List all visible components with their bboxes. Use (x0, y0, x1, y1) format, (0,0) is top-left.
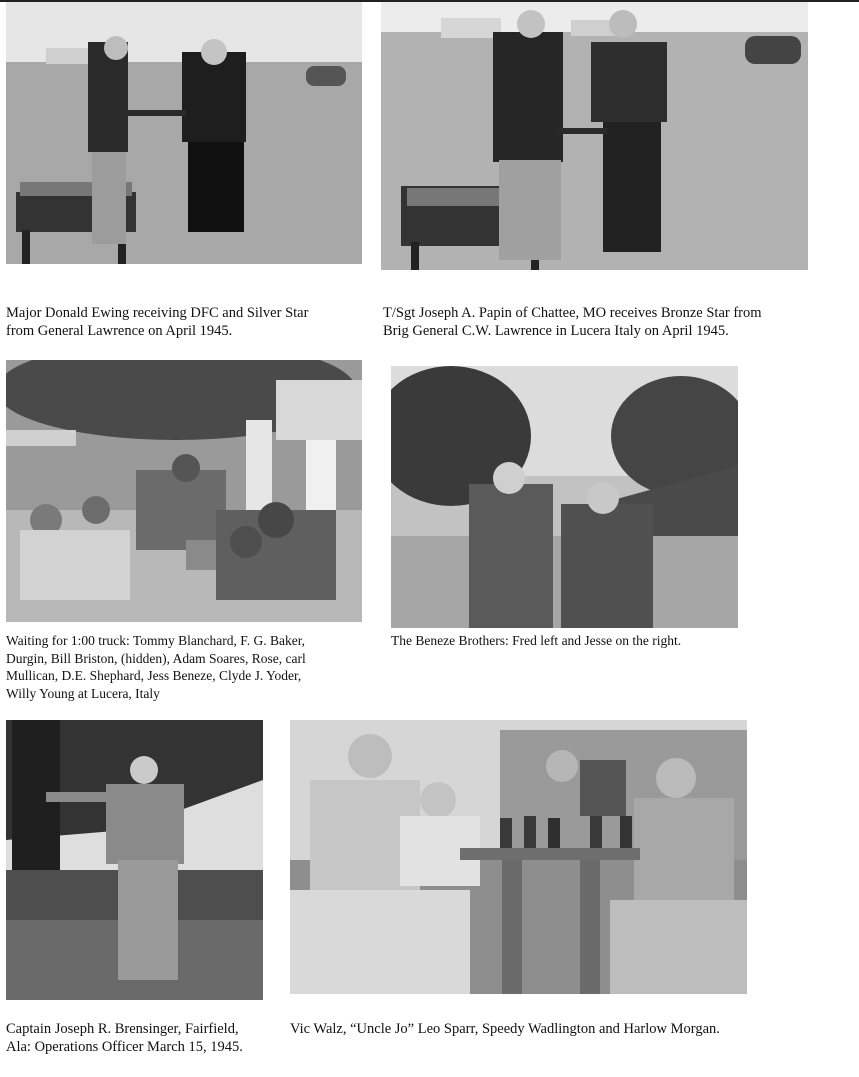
photo-papin-ceremony (381, 2, 808, 270)
photo-waiting-for-truck (6, 360, 362, 622)
photo-ewing-ceremony (6, 2, 362, 264)
caption-brensinger: Captain Joseph R. Brensinger, Fairfield, Ala: Operations Officer March 15, 1945. (6, 1021, 243, 1055)
caption-papin: T/Sgt Joseph A. Papin of Chattee, MO receives Bronze Star from Brig General C.W. Lawrence in Lucera Italy on April 1945. (383, 305, 762, 339)
caption-beneze: The Beneze Brothers: Fred left and Jesse on the right. (391, 633, 682, 648)
caption-ewing: Major Donald Ewing receiving DFC and Silver Star from General Lawrence on April 1945. (6, 305, 309, 339)
caption-walz: Vic Walz, “Uncle Jo” Leo Sparr, Speedy Wadlington and Harlow Morgan. (290, 1021, 720, 1037)
photo-brensinger (6, 720, 263, 1000)
photo-walz-group (290, 720, 747, 994)
photo-beneze-brothers (391, 366, 738, 628)
caption-waiting: Waiting for 1:00 truck: Tommy Blanchard, F. G. Baker, Durgin, Bill Briston, (hidden), Adam Soares, Rose, carl Mullican, D.E. Shephard, Jess Beneze, Clyde J. Yoder, Willy Young at Lucera, Italy (6, 633, 306, 701)
